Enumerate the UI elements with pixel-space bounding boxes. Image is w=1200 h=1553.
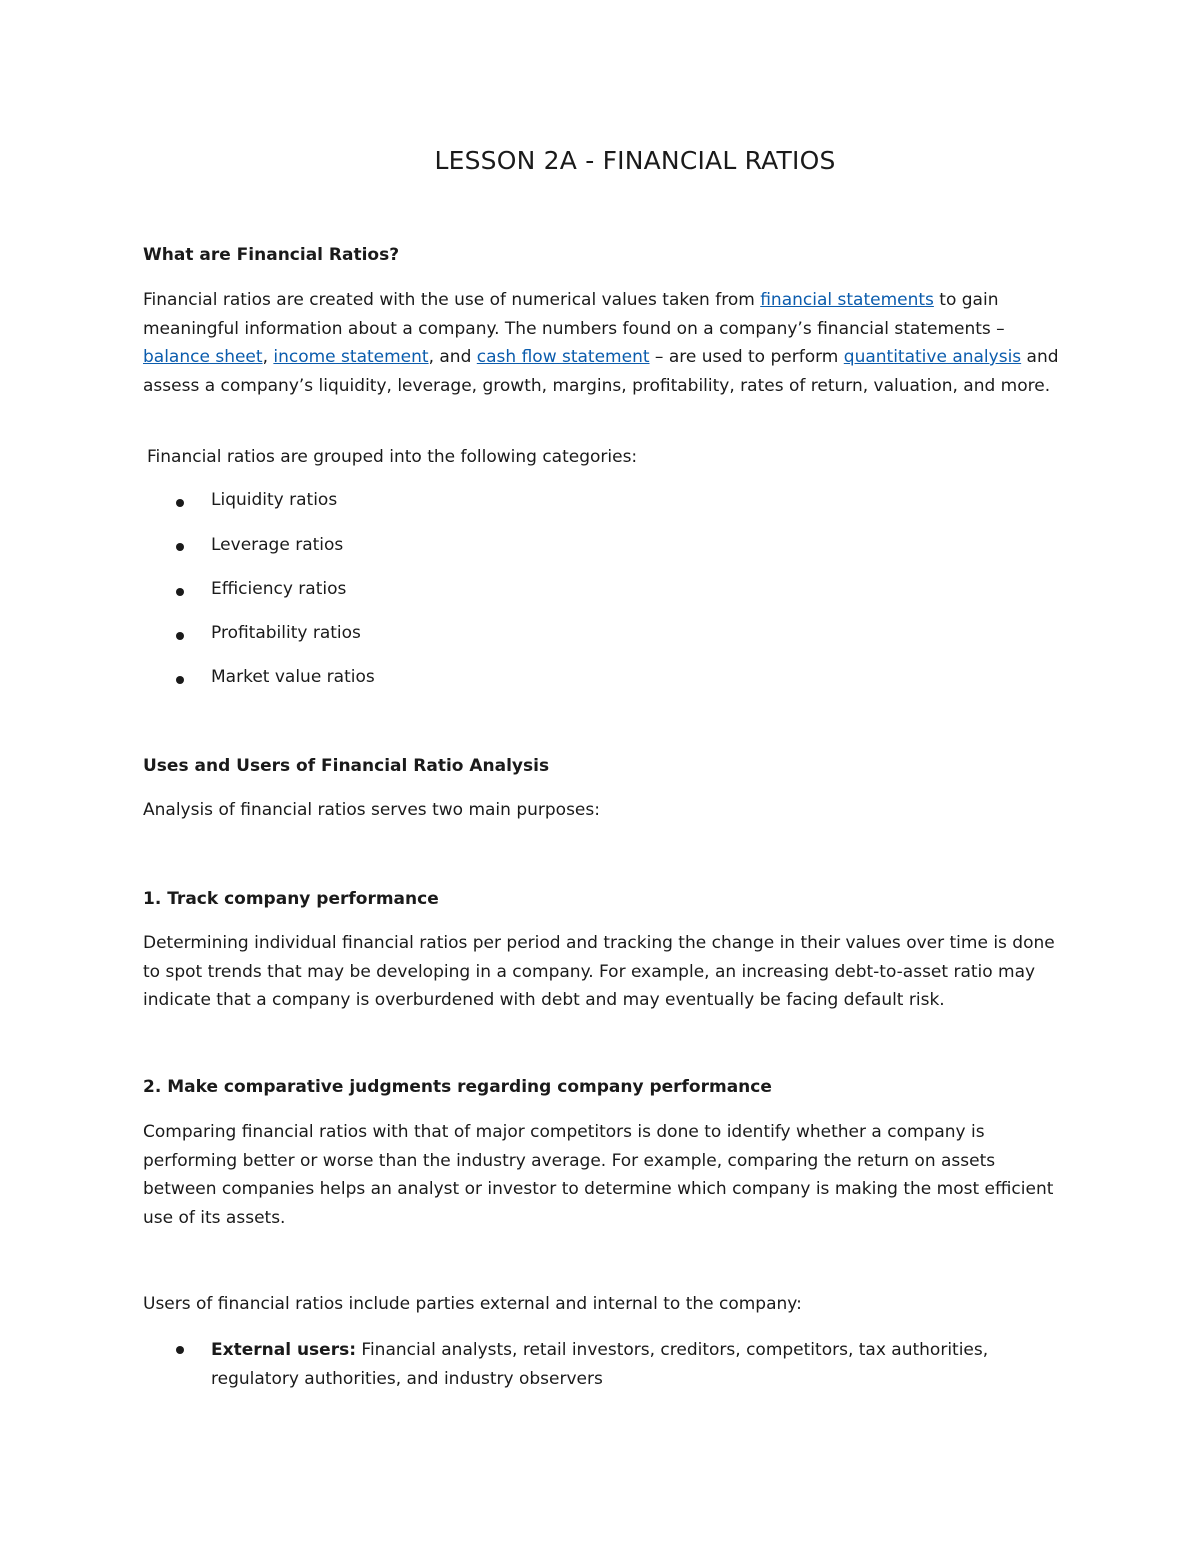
link-income-statement[interactable]: income statement	[273, 347, 429, 367]
bullet-dot-icon	[176, 676, 184, 684]
bullet-dot-icon	[176, 543, 184, 551]
purpose-1-heading: 1. Track company performance	[143, 889, 439, 909]
page-title: LESSON 2A - FINANCIAL RATIOS	[434, 146, 836, 175]
link-balance-sheet[interactable]: balance sheet	[143, 347, 263, 367]
intro-text-4: , and	[428, 347, 477, 367]
bullet-dot-icon	[176, 499, 184, 507]
intro-text-3: ,	[262, 347, 274, 367]
users-intro: Users of financial ratios include parties external and internal to the company:	[143, 1294, 802, 1314]
intro-text-1: Financial ratios are created with the use of numerical values taken from	[143, 290, 761, 310]
intro-text-5: – are used to perform	[649, 347, 844, 367]
external-users-item	[211, 1336, 1071, 1393]
intro-text-6: and assess a company’s liquidity, leverage, growth, margins, profitability, rates of return, valuation, and more.	[143, 347, 1059, 396]
purposes-intro: Analysis of financial ratios serves two main purposes:	[143, 800, 600, 820]
category-item-efficiency: Efficiency ratios	[211, 579, 347, 599]
category-item-leverage: Leverage ratios	[211, 535, 344, 555]
bullet-dot-icon	[176, 588, 184, 596]
intro-text-2: to gain meaningful information about a company. The numbers found on a company’s financial statements –	[143, 290, 1005, 339]
link-cash-flow-statement[interactable]: cash flow statement	[476, 347, 650, 367]
purpose-2-text: Comparing financial ratios with that of major competitors is done to identify whether a company is performing better or worse than the industry average. For example, comparing the return on assets between companies helps an analyst or investor to determine which company is making the most efficient use of its assets.	[143, 1122, 1054, 1228]
purpose-2-heading: 2. Make comparative judgments regarding company performance	[143, 1077, 772, 1097]
link-financial-statements[interactable]: financial statements	[760, 290, 934, 310]
intro-paragraph	[143, 286, 1063, 400]
section-heading-uses-users: Uses and Users of Financial Ratio Analysis	[143, 756, 550, 776]
category-item-liquidity: Liquidity ratios	[211, 490, 338, 510]
section-heading-what-are-ratios: What are Financial Ratios?	[143, 245, 400, 265]
purpose-1-text: Determining individual financial ratios per period and tracking the change in their values over time is done to spot trends that may be developing in a company. For example, an increasing debt-to-asset ratio may indicate that a company is overburdened with debt and may eventually be facing default risk.	[143, 933, 1055, 1010]
external-users-text: Financial analysts, retail investors, creditors, competitors, tax authorities, regulatory authorities, and industry observers	[211, 1340, 989, 1389]
bullet-dot-icon	[176, 632, 184, 640]
link-quantitative-analysis[interactable]: quantitative analysis	[843, 347, 1022, 367]
external-users-label: External users:	[211, 1340, 356, 1360]
categories-intro: Financial ratios are grouped into the following categories:	[147, 447, 638, 467]
bullet-dot-icon	[176, 1346, 184, 1354]
category-item-profitability: Profitability ratios	[211, 623, 361, 643]
category-item-market-value: Market value ratios	[211, 667, 375, 687]
